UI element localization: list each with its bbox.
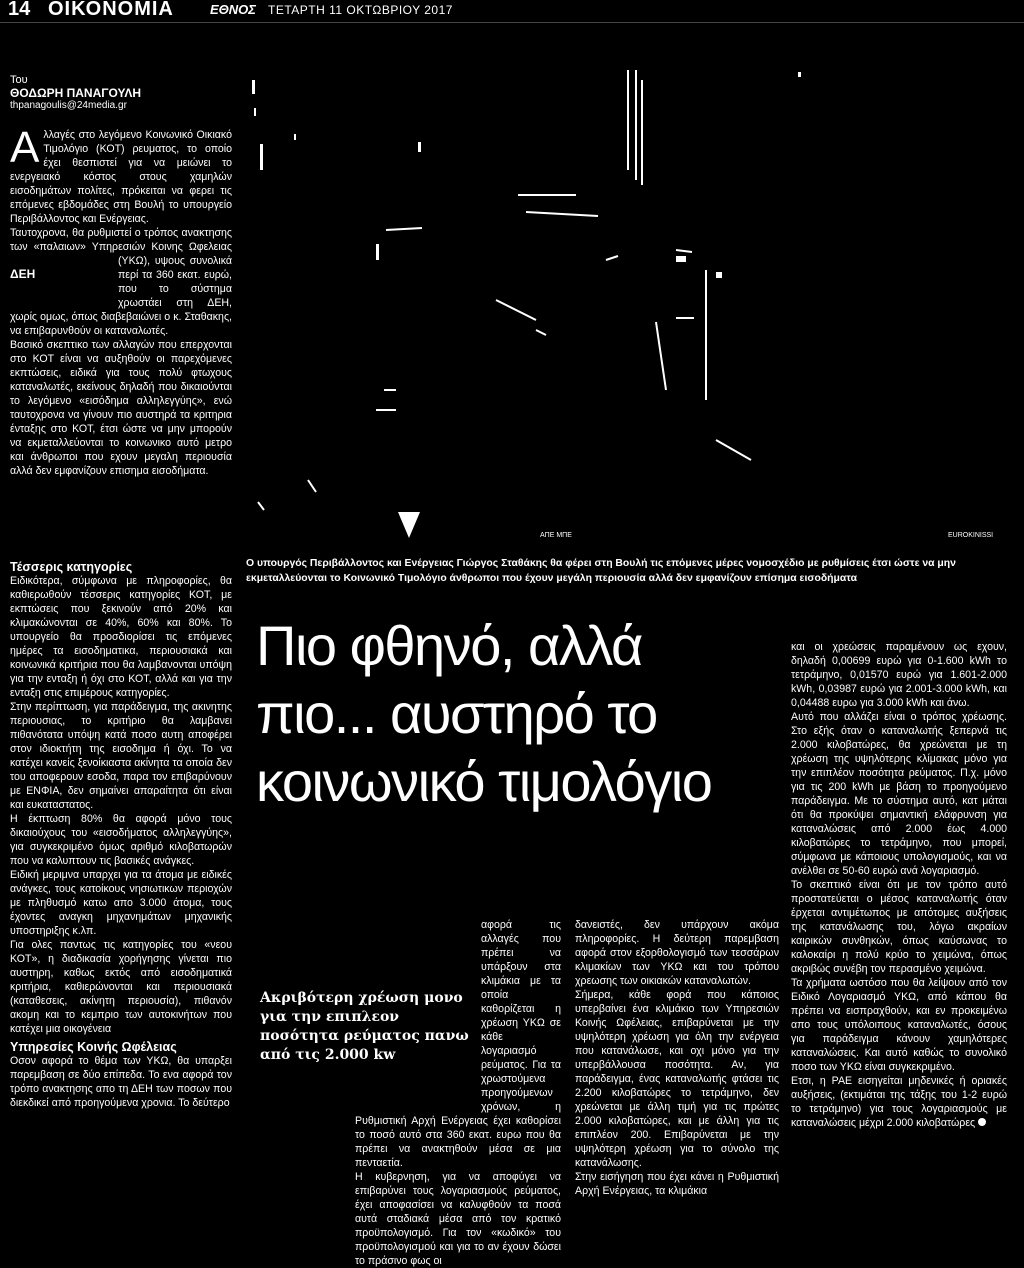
middle-column-a (355, 918, 561, 1268)
headline-line-2: πιο... αυστηρό το (256, 682, 657, 745)
drop-cap: Α (10, 123, 40, 172)
article-photo (246, 60, 1006, 548)
middle-b-paragraph-1: δανειστές, δεν υπάρχουν ακόμα πληροφορίες. Η δεύτερη παρεμβαση αφορά στον εξορθολογισμό των τεσσάρων κλιμακίων των ΥΚΩ και του τρόπου χρεωσης των οικιακών καταναλωτών. (575, 919, 779, 987)
photo-caption: Ο υπουργός Περιβάλλοντος και Ενέργειας Γιώργος Σταθάκης θα φέρει στη Βουλή τις επόμενες μέρες νομοσχέδιο με ρυθμίσεις έτσι ώστε να μην εκμεταλλεύονται το Κοινωνικό Τιμολόγιο άνθρωποι που έχουν μεγάλη περιουσία αλλά δεν εμφανίζουν επίσημα εισοδήματα (246, 558, 956, 584)
pull-quote: Ακριβότερη χρέωση μονο για την επιπλεον ποσότητα ρεύματος πανω από τις 2.000 kw (260, 990, 469, 1063)
right-paragraph-2: Αυτό που αλλάζει είναι ο τρόπος χρέωσης. Στο εξής όταν ο καταναλωτής ξεπερνά τις 2.000 κιλοβατώρες, θα χρεώνεται με τη χρέωση της υψηλότερης κλίμακας μόνο για την επιπλέον ποσότητα ρεύματος. Π.χ. μόνο για τις 200 kWh με βάση το προηγούμενο παράδειγμα. Με το σύστημα αυτό, κατ μάται ότι θα προκύψει σημαντική ελάφρυνση για καταναλώσεις από 2.000 έως 4.000 κιλοβατώρες το τετράμηνο, που μπορεί, σύμφωνα με κάποιους υπολογισμούς, και να ανέλθει σε 50-60 ευρώ ανά λογαριασμό. (791, 711, 1007, 877)
intro-paragraph-1: Αλλαγές στο λεγόμενο Κοινωνικό Οικιακό Τιμολόγιο (ΚΟΤ) ρευματος, το οποίο έχει θεσπιστεί για να μειώνει το ενεργειακό κόστος στους χαμηλών εισοδημάτων πολίτες, πρόκειται να φερει τις επόμενες εβδομάδες στη Βουλή το υπουργείο Περιβάλλοντος και Ενέργειας. (10, 123, 232, 225)
middle-a-paragraph-2: Η κυβερνηση, για να αποφύγει να επιβαρύνει τους λογαριασμούς ρεύματος, έχει αποφασίσει να καλυφθούν τα ποσά αυτά σταδιακά μέσα από τον κρατικό προϋπολογισμό. Για τον «κωδικό» του προϋπολογισμού και για το αν έχουν δώσει το πράσινο φως οι (355, 1171, 561, 1267)
categories-paragraph-1: Ειδικότερα, σύμφωνα με πληροφορίες, θα καθιερωθούν τέσσερις κατηγορίες ΚΟΤ, με εκπτώσεις που ξεκινούν από 20% και κλιμακώνονται σε 40%, 60% και 80%. Το υπουργείο θα προσδιορίσει τις επόμενες ημέρες τα εισοδηματικα, περιουσιακά και κοινωνικά κριτήρια που θα λαμβανονται υπόψη για την ενταξη ή όχι στο ΚΟΤ, αλλά και για την ενταξη στις επιμέρους κατηγορίες. (10, 575, 232, 699)
deh-label: ΔΕΗ (10, 267, 36, 281)
photo-silhouettes (246, 60, 1006, 548)
categories-paragraph-4: Ειδική μεριμνα υπαρχει για τα άτομα με ειδικές ανάγκες, τους κατοίκους νησιωτικων περιοχών με πληθυσμό κατω απο 3.000 άτομα, τους έχοντες αναγκη μηχανημάτων μηχανικής υποστηριξης κ.λπ. (10, 869, 232, 937)
byline-prefix: Του (10, 74, 28, 86)
middle-b-paragraph-3: Στην εισήγηση που έχει κάνει η Ρυθμιστική Αρχή Ενέργειας, τα κλιμάκια (575, 1171, 779, 1197)
issue-date: ΤΕΤΑΡΤΗ 11 ΟΚΤΩΒΡΙΟΥ 2017 (268, 3, 453, 17)
categories-paragraph-2: Στην περίπτωση, για παράδειγμα, της ακινητης περιουσιας, το κριτήριο θα λαμβανει πιθανότατα υπόψη κατά ποσο αυτη αποφέρει στον ιδιοκτήτη της εισοδημα ή όχι. Το να κατέχει κανείς ξενοίκιαστα ακίνητα τα οποία δεν του αποφερουν εσοδα, παρα τον επιβαρύνουν με ΕΝΦΙΑ, δεν σημαίνει απαραίτητα ότι είναι και ευκαταστατος. (10, 701, 232, 811)
end-mark-icon (978, 1118, 986, 1126)
sections-column (10, 556, 232, 1110)
headline-line-1: Πιο φθηνό, αλλά (256, 614, 642, 677)
public-services-paragraph: Οσον αφορά το θέμα των ΥΚΩ, θα υπαρξει παρεμβαση σε δύο επίπεδα. Το ενα αφορά τον τρόπο ανακτησης απο τη ΔΕΗ των ποσων που διεκδικεί από προηγούμενα χρονια. Το δεύτερο (10, 1055, 232, 1109)
section-title: ΟΙΚΟΝΟΜΙΑ (48, 0, 174, 20)
intro-paragraph-3: Βασικό σκεπτικο των αλλαγών που επερχονται στο ΚΟΤ είναι να αυξηθούν οι παρεχόμενες εκπτώσεις, ειδικά για τους πολύ φτωχους καταναλωτές, εκείνους δηλαδή που δικαιούνται το λεγόμενο «εισόδημα αλληλεγγύης», ενώ ταυτοχρονα να γίνουν πιο αυστηρά τα κριτηρια ένταξης στο ΚΟΤ, έτσι ώστε να μην μπορούν να εκμεταλλεύονται το κοινωνικο αυτό μετρο και άνθρωποι που εχουν μεγαλη περιουσία αλλά δεν εμφανίζουν επισημα εισοδήματα. (10, 339, 232, 477)
pull-quote-spacer (355, 988, 481, 1114)
intro-column (10, 123, 232, 478)
headline-line-3: κοινωνικό τιμολόγιο (256, 750, 712, 813)
middle-b-paragraph-2: Σήμερα, κάθε φορά που κάποιος υπερβαίνει ένα κλιμάκιο των Υπηρεσιών Κοινής Ωφέλειας, επιβαρύνεται με την υψηλότερη χρέωση για όλη την ενέργεια που κατανάλωσε, και οχι μόνο για την υπερβάλλουσα ποσότητα. Αν, για παράδειγμα, ένας καταναλωτής φτάσει τις 2.200 κιλοβατώρες το τετράμηνο, δεν χρεώνεται με άλλη τιμή για τις πρώτες 2.000 κιλοβατώρες, και με άλλη για τις επιπλέον 200. Επιβαρύνεται με την υψηλότερη χρέωση για το σύνολο της κατανάλωσης. (575, 989, 779, 1169)
right-column (791, 640, 1007, 1130)
right-paragraph-1: και οι χρεώσεις παραμένουν ως εχουν, δηλαδή 0,00699 ευρώ για 0-1.600 kWh το τετράμηνο, 0,01570 ευρώ για 1.601-2.000 kWh, 0,03987 ευρώ για 2.001-3.000 kWh, και 0,04488 ευρω για 3.000 kWh και άνω. (791, 641, 1007, 709)
author-name: ΘΟΔΩΡΗ ΠΑΝΑΓΟΥΛΗ (10, 86, 142, 100)
photo-credit-right: EUROKINISSI (948, 532, 994, 539)
categories-paragraph-5: Για ολες παντως τις κατηγορίες του «νεου ΚΟΤ», η διαδικασία χορήγησης γίνεται πιο αυστηρη, καθως εκτός από εισοδηματικά κριτήρια, καθιερώνονται και περιουσιακά (καταθεσεις, ακίνητη περιουσία), πιθανόν ακομη και το κεμπριο των αυτοκινήτων που κατέχει μια οικογένεια (10, 939, 232, 1035)
photo-credit-left: ΑΠΕ ΜΠΕ (540, 532, 572, 539)
middle-a-paragraph-1: αφορά τις αλλαγές που πρέπει να υπάρξουν στα κλιμάκια με τα οποία καθορίζεται η χρέωση ΥΚΩ σε κάθε λογαριασμό ρεύματος. Για τα χρωστούμενα προηγούμενων χρόνων, η Ρυθμιστική Αρχή Ενέργειας έχει καθορίσει το ποσό αυτό στα 360 εκατ. ευρω που θα πρέπει να ανακτηθούν μέσα σε μια πενταετία. (355, 919, 561, 1169)
intro-paragraph-2: Ταυτοχρονα, θα ρυθμιστεί ο τρόπος ανακτησης των «παλαιων» Υπηρεσιών Κοινης Ωφελειας (ΥΚΩ), ΔΕΗ υψους συνολικά περί τα 360 εκατ. ευρώ, που το σύστημα χρωστάει στη ΔΕΗ, χωρίς ομως, όπως διαβεβαιώνει ο κ. Σταθακης, να επιβαρυνθούν οι καταναλωτές. (10, 227, 232, 337)
author-email: thpanagoulis@24media.gr (10, 100, 127, 111)
article-headline (256, 612, 776, 816)
categories-paragraph-3: Η έκπτωση 80% θα αφορά μόνο τους δικαιούχους του «εισοδήματος αλληλεγγύης», για συγκεκριμένο όμως αριθμό κιλοβατωρών που να καλυπτουν τις βασικές ανάγκες. (10, 813, 232, 867)
middle-column-b (575, 918, 779, 1198)
subheading-categories: Τέσσερις κατηγορίες (10, 560, 133, 574)
right-paragraph-3: Το σκεπτικό είναι ότι με τον τρόπο αυτό προστατεύεται ο μέσος καταναλωτής όταν έρχεται αντιμέτωπος με απότομες αυξήσεις της κατανάλωσης του, λόγω ακραίων καιρικών συνθηκών, όπως καύσωνας το καλοκαίρι η πολύ κρύο το χειμώνα, όπως ακριβώς συνέβη τον περασμένο χειμώνα. (791, 879, 1007, 975)
byline (10, 74, 230, 111)
page-number: 14 (8, 0, 31, 20)
page-header (0, 0, 1024, 23)
newspaper-name: ΕΘΝΟΣ (210, 2, 256, 17)
right-paragraph-5: Ετσι, η ΡΑΕ εισηγείται μηδενικές ή οριακές αυξήσεις, (εκτιμάται της τάξης του 1-2 ευρώ το τετράμηνο) για τους λογαριασμούς με καταναλώσεις μέχρι 2.000 κιλοβατώρες (791, 1075, 1007, 1129)
subheading-public-services: Υπηρεσίες Κοινής Ωφέλειας (10, 1040, 177, 1054)
right-paragraph-4: Τα χρήματα ωστόσο που θα λείψουν από τον Ειδικό Λογαριασμό ΥΚΩ, από κάπου θα πρέπει να εισπραχθούν, και εν προκειμένω απο τους υπόλοιπους καταναλωτές, όσους για παράδειγμα κάνουν χαμηλότερες καταναλώσεις. Και αυτό καθώς το συνολικό ποσο των ΥΚΩ είναι συγκεκριμένο. (791, 977, 1007, 1073)
